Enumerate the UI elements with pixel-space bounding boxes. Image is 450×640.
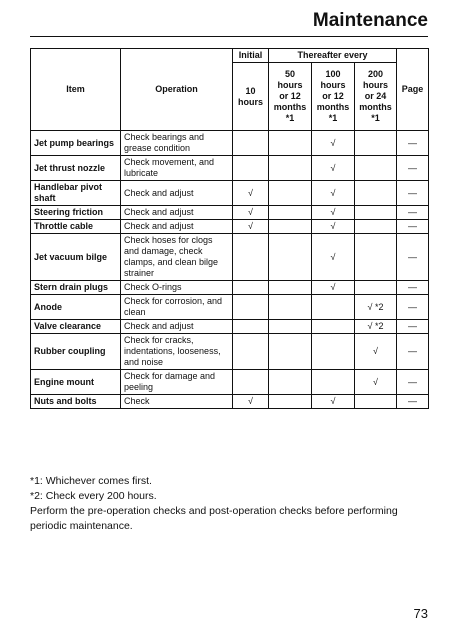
row-item: Nuts and bolts [31, 395, 121, 409]
page-number: 73 [413, 606, 428, 621]
row-check-10-hours: √ [233, 206, 269, 220]
header-thereafter: Thereafter every [269, 49, 397, 63]
maintenance-note: Perform the pre-operation checks and post-operation checks before performing periodic maintenance. [30, 505, 398, 532]
table-row [31, 234, 429, 281]
row-item: Stern drain plugs [31, 281, 121, 295]
row-check-50-hours [269, 320, 312, 334]
table-row [31, 220, 429, 234]
row-page: — [397, 334, 429, 370]
row-check-10-hours: √ [233, 181, 269, 206]
header-50-hours: 50 hours or 12 months *1 [269, 63, 312, 131]
row-page: — [397, 156, 429, 181]
footnotes [30, 474, 430, 534]
row-check-50-hours [269, 334, 312, 370]
row-item: Jet pump bearings [31, 131, 121, 156]
table-row [31, 320, 429, 334]
row-item: Valve clearance [31, 320, 121, 334]
row-check-50-hours [269, 131, 312, 156]
row-check-100-hours: √ [312, 281, 355, 295]
row-check-200-hours [355, 181, 397, 206]
row-item: Steering friction [31, 206, 121, 220]
table-row [31, 181, 429, 206]
row-check-100-hours [312, 295, 355, 320]
table-row [31, 295, 429, 320]
row-check-200-hours: √ *2 [355, 295, 397, 320]
row-item: Handlebar pivot shaft [31, 181, 121, 206]
row-page: — [397, 220, 429, 234]
header-10-hours: 10 hours [233, 63, 269, 131]
row-check-10-hours [233, 370, 269, 395]
table-row [31, 156, 429, 181]
row-check-50-hours [269, 181, 312, 206]
header-200-hours: 200 hours or 24 months *1 [355, 63, 397, 131]
footnote-1: *1: Whichever comes first. [30, 475, 152, 487]
row-operation: Check hoses for clogs and damage, check clamps, and clean bilge strainer [121, 234, 233, 281]
row-operation: Check bearings and grease condition [121, 131, 233, 156]
row-operation: Check and adjust [121, 320, 233, 334]
title-rule [30, 36, 428, 37]
row-check-10-hours [233, 295, 269, 320]
row-page: — [397, 181, 429, 206]
page-title: Maintenance [312, 10, 428, 31]
table-row [31, 131, 429, 156]
table-row [31, 370, 429, 395]
row-item: Anode [31, 295, 121, 320]
row-check-200-hours [355, 234, 397, 281]
row-check-10-hours: √ [233, 395, 269, 409]
row-check-100-hours: √ [312, 234, 355, 281]
row-check-100-hours: √ [312, 131, 355, 156]
row-operation: Check [121, 395, 233, 409]
row-check-50-hours [269, 395, 312, 409]
header-100-hours: 100 hours or 12 months *1 [312, 63, 355, 131]
row-check-200-hours [355, 220, 397, 234]
row-check-50-hours [269, 206, 312, 220]
row-check-200-hours [355, 281, 397, 295]
header-initial: Initial [233, 49, 269, 63]
row-check-200-hours: √ [355, 370, 397, 395]
row-check-50-hours [269, 220, 312, 234]
row-check-100-hours [312, 370, 355, 395]
header-page: Page [397, 49, 429, 131]
row-page: — [397, 320, 429, 334]
row-check-100-hours [312, 334, 355, 370]
row-check-100-hours: √ [312, 206, 355, 220]
row-page: — [397, 295, 429, 320]
row-operation: Check and adjust [121, 206, 233, 220]
row-operation: Check O-rings [121, 281, 233, 295]
row-page: — [397, 370, 429, 395]
maintenance-table [30, 48, 429, 409]
row-check-50-hours [269, 370, 312, 395]
row-item: Jet thrust nozzle [31, 156, 121, 181]
row-check-100-hours: √ [312, 395, 355, 409]
row-page: — [397, 234, 429, 281]
row-operation: Check and adjust [121, 181, 233, 206]
row-check-50-hours [269, 156, 312, 181]
row-operation: Check for damage and peeling [121, 370, 233, 395]
row-check-10-hours [233, 320, 269, 334]
row-operation: Check and adjust [121, 220, 233, 234]
row-page: — [397, 131, 429, 156]
row-operation: Check for corrosion, and clean [121, 295, 233, 320]
table-row [31, 206, 429, 220]
row-check-50-hours [269, 234, 312, 281]
row-check-10-hours [233, 334, 269, 370]
table-body [31, 131, 429, 409]
row-page: — [397, 206, 429, 220]
row-check-50-hours [269, 295, 312, 320]
row-operation: Check for cracks, indentations, looseness, and noise [121, 334, 233, 370]
row-operation: Check movement, and lubricate [121, 156, 233, 181]
row-item: Jet vacuum bilge [31, 234, 121, 281]
row-check-50-hours [269, 281, 312, 295]
row-page: — [397, 281, 429, 295]
row-check-200-hours [355, 156, 397, 181]
row-check-10-hours [233, 234, 269, 281]
row-check-200-hours [355, 206, 397, 220]
row-check-100-hours: √ [312, 220, 355, 234]
row-check-100-hours [312, 320, 355, 334]
row-check-200-hours: √ *2 [355, 320, 397, 334]
row-check-200-hours: √ [355, 334, 397, 370]
row-check-200-hours [355, 395, 397, 409]
table-row [31, 334, 429, 370]
header-operation: Operation [121, 49, 233, 131]
row-item: Rubber coupling [31, 334, 121, 370]
footnote-2: *2: Check every 200 hours. [30, 490, 157, 502]
row-check-200-hours [355, 131, 397, 156]
table-row [31, 395, 429, 409]
row-check-10-hours [233, 131, 269, 156]
table-row [31, 281, 429, 295]
row-item: Throttle cable [31, 220, 121, 234]
row-page: — [397, 395, 429, 409]
row-check-100-hours: √ [312, 156, 355, 181]
row-check-10-hours [233, 281, 269, 295]
row-item: Engine mount [31, 370, 121, 395]
row-check-100-hours: √ [312, 181, 355, 206]
header-item: Item [31, 49, 121, 131]
row-check-10-hours: √ [233, 220, 269, 234]
row-check-10-hours [233, 156, 269, 181]
